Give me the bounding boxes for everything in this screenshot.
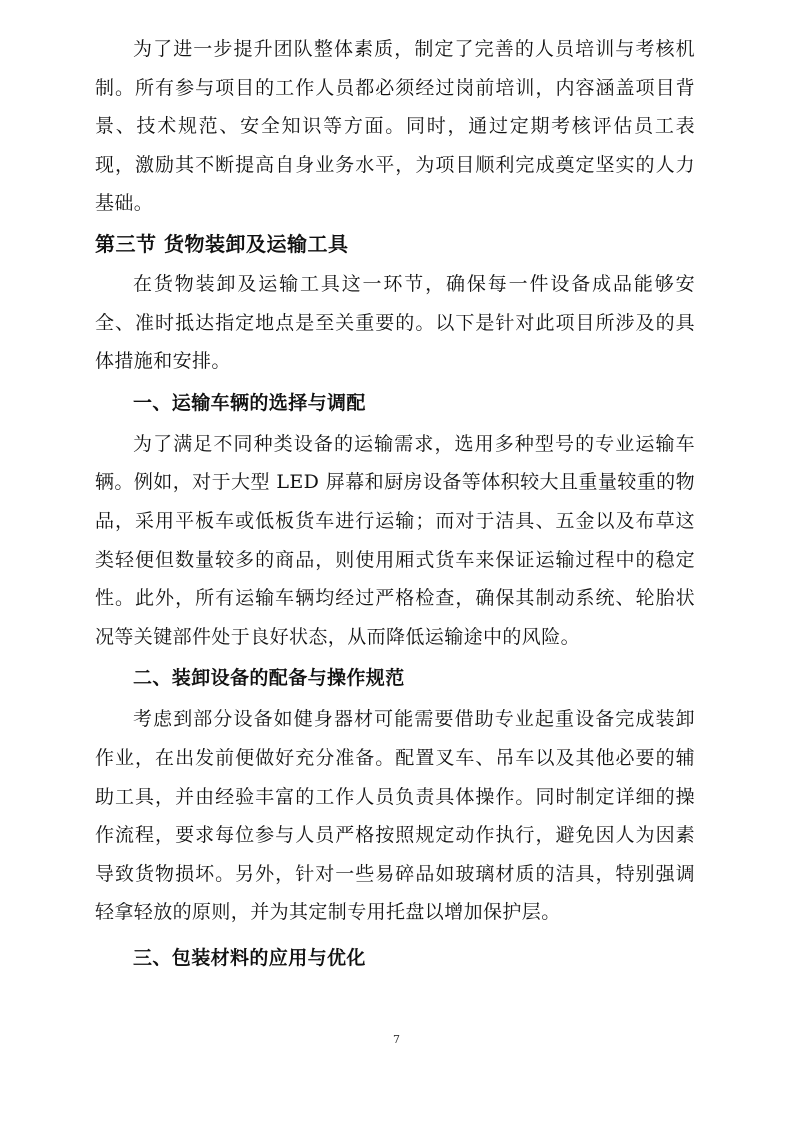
subsection-heading-1: 一、运输车辆的选择与调配	[133, 391, 366, 414]
document-page	[95, 30, 695, 978]
page-number: 7	[393, 1033, 400, 1046]
intro-paragraph: 为了进一步提升团队整体素质，制定了完善的人员培训与考核机制。所有参与项目的工作人员都必须经过岗前培训，内容涵盖项目背景、技术规范、安全知识等方面。同时，通过定期考核评估员工表现，激励其不断提高自身业务水平，为项目顺利完成奠定坚实的人力基础。	[95, 38, 695, 215]
section-title: 第三节 货物装卸及运输工具	[95, 231, 349, 256]
section-intro-paragraph: 在货物装卸及运输工具这一环节，确保每一件设备成品能够安全、准时抵达指定地点是至关重要的。以下是针对此项目所涉及的具体措施和安排。	[95, 272, 695, 373]
subsection-heading-2: 二、装卸设备的配备与操作规范	[133, 667, 405, 690]
subsection-body-1: 为了满足不同种类设备的运输需求，选用多种型号的专业运输车辆。例如，对于大型 LED 屏幕和厨房设备等体积较大且重量较重的物品，采用平板车或低板货车进行运输；而对于洁具、五金以及布草这类轻便但数量较多的商品，则使用厢式货车来保证运输过程中的稳定性。此外，所有运输车辆均经过严格检查，确保其制动系统、轮胎状况等关键部件处于良好状态，从而降低运输途中的风险。	[95, 432, 695, 648]
subsection-body-2: 考虑到部分设备如健身器材可能需要借助专业起重设备完成装卸作业，在出发前便做好充分准备。配置叉车、吊车以及其他必要的辅助工具，并由经验丰富的工作人员负责具体操作。同时制定详细的操作流程，要求每位参与人员严格按照规定动作执行，避免因人为因素导致货物损坏。另外，针对一些易碎品如玻璃材质的洁具，特别强调轻拿轻放的原则，并为其定制专用托盘以增加保护层。	[95, 708, 695, 924]
subsection-heading-3: 三、包装材料的应用与优化	[133, 946, 366, 969]
